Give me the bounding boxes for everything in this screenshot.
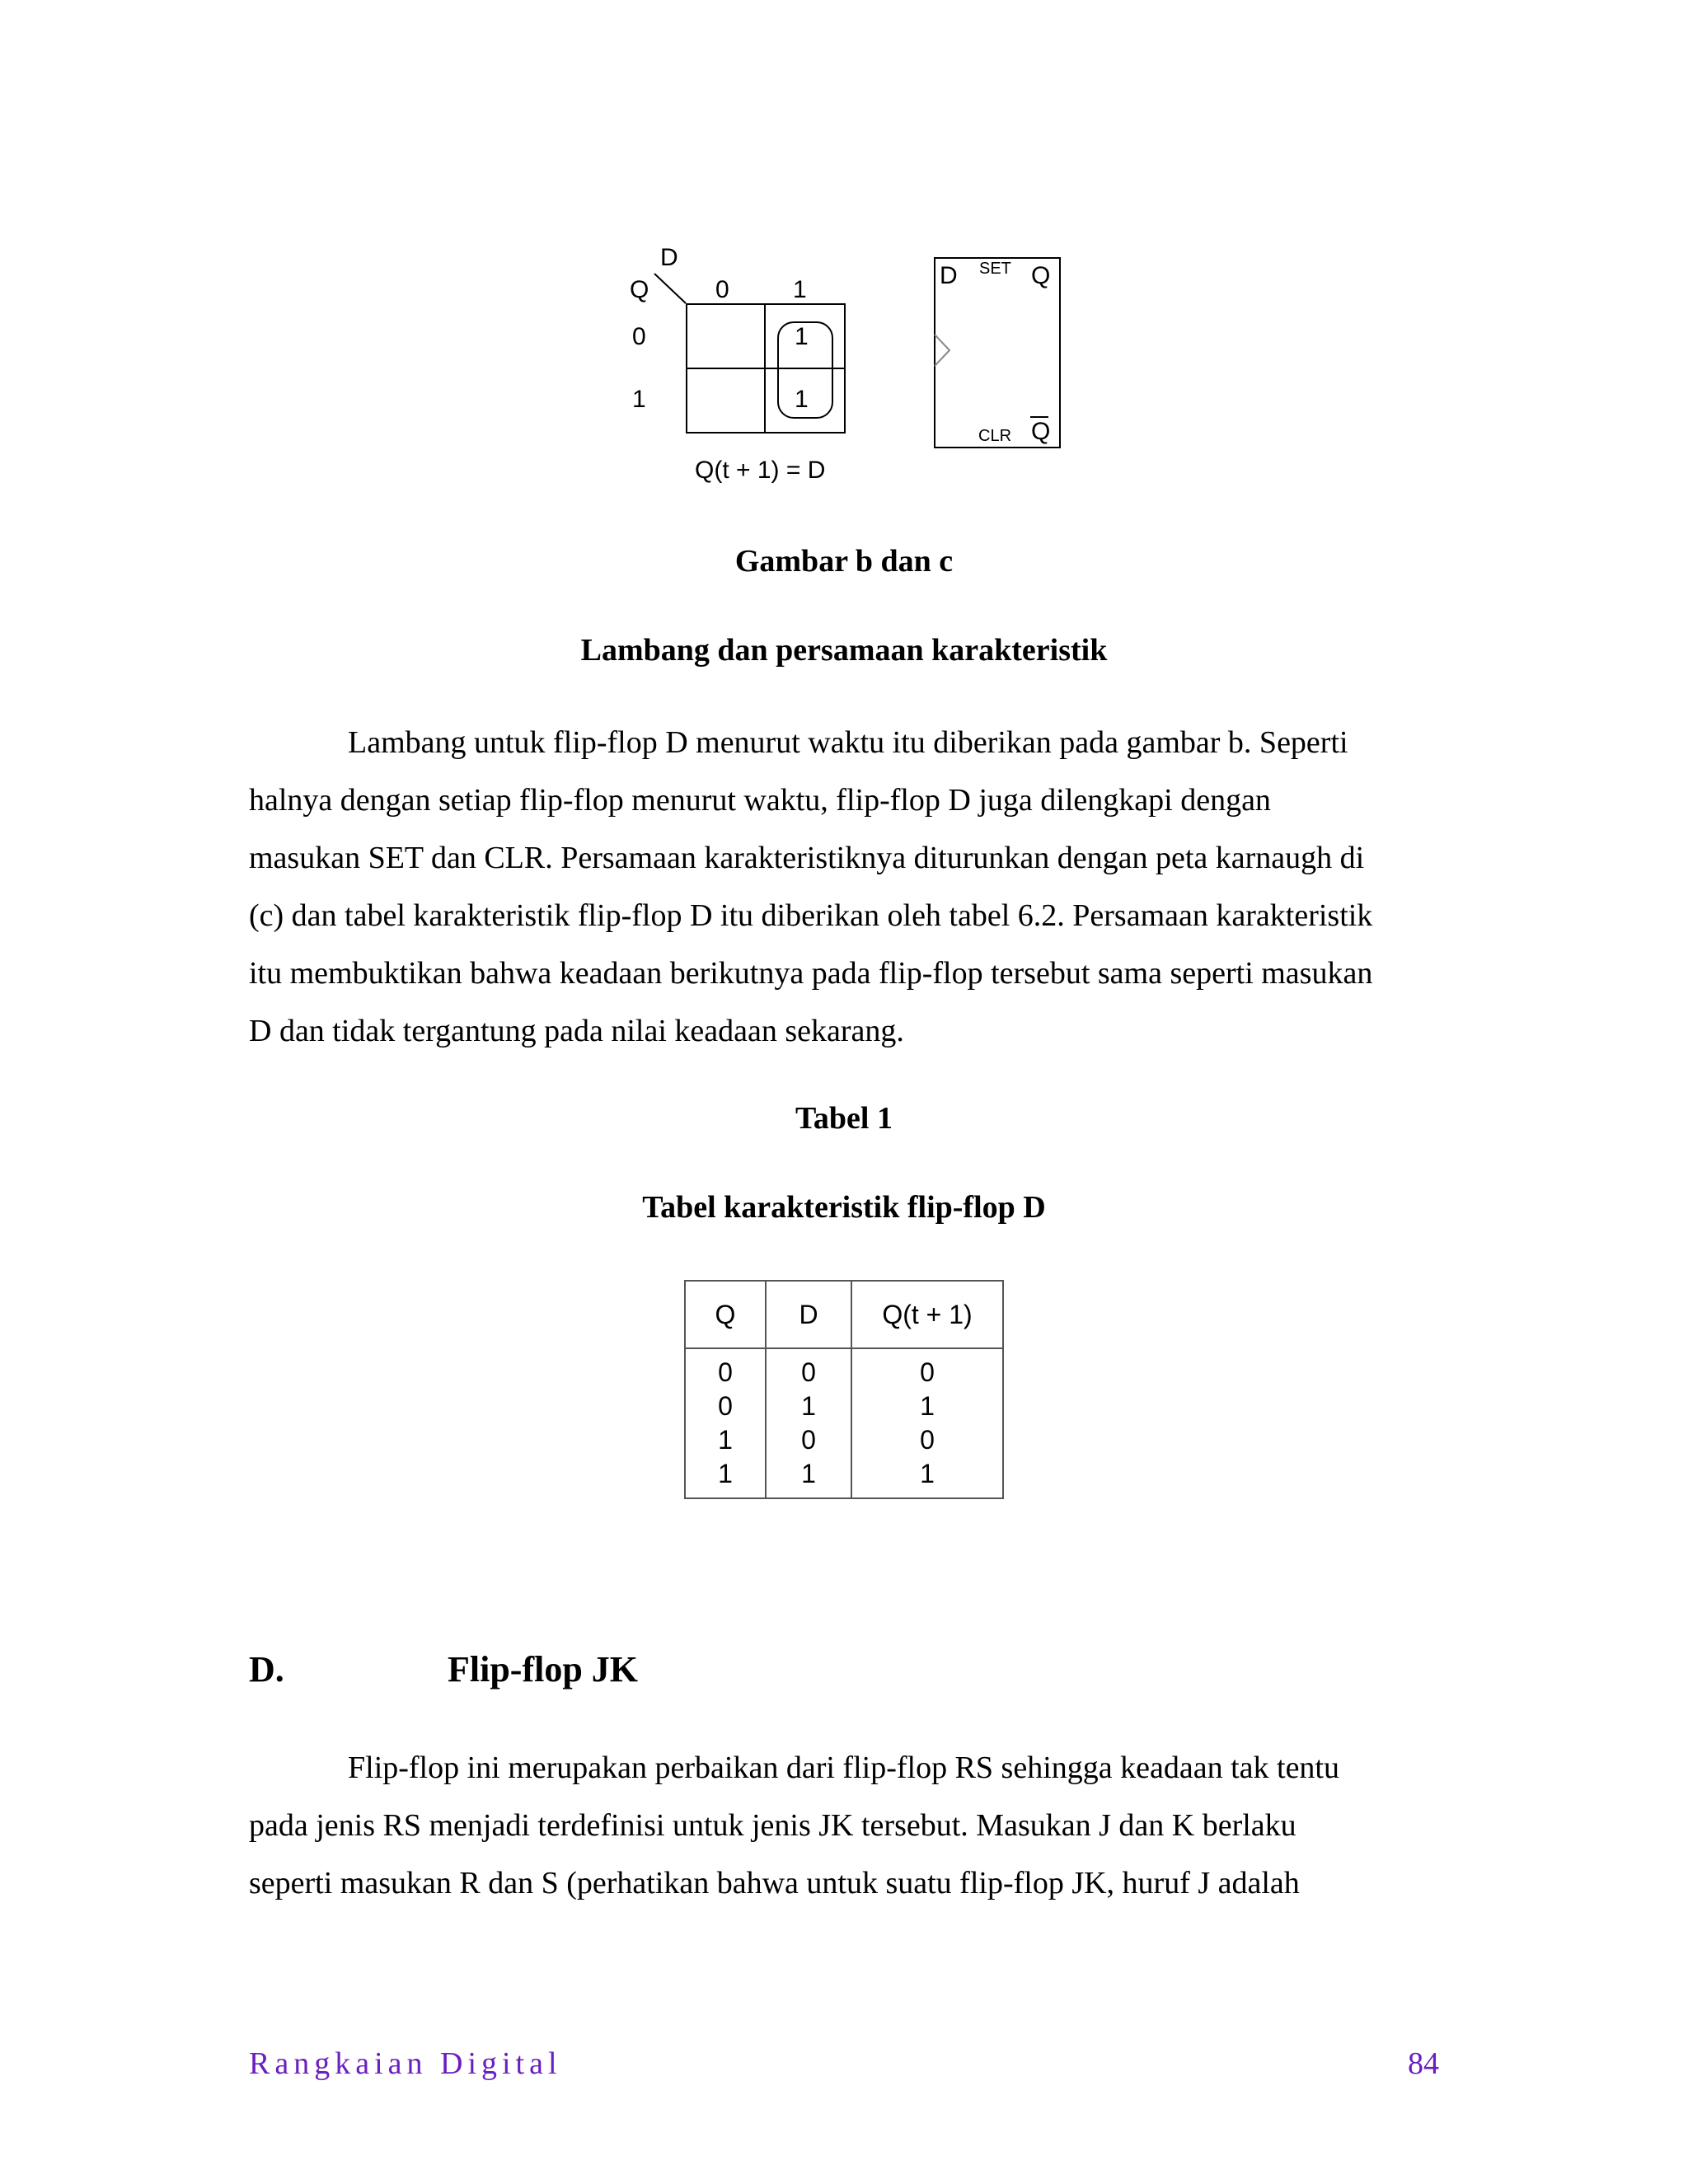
table-cell: 0 bbox=[920, 1357, 935, 1387]
table-cell: 0 bbox=[920, 1425, 935, 1455]
clock-triangle-icon bbox=[934, 333, 954, 368]
paragraph-line: itu membuktikan bahwa keadaan berikutnya pada flip-flop tersebut sama seperti masukan bbox=[249, 956, 1373, 991]
table-column-q-next bbox=[851, 1348, 1003, 1498]
table-cell: 1 bbox=[718, 1459, 733, 1488]
table-caption-subtitle: Tabel karakteristik flip-flop D bbox=[642, 1190, 1046, 1225]
table-cell: 0 bbox=[801, 1357, 816, 1387]
figure-caption-title: Gambar b dan c bbox=[734, 544, 954, 579]
figure-caption-subtitle: Lambang dan persamaan karakteristik bbox=[580, 633, 1108, 668]
paragraph-line: seperti masukan R dan S (perhatikan bahwa untuk suatu flip-flop JK, huruf J adalah bbox=[249, 1866, 1300, 1900]
flipflop-output-q: Q bbox=[1031, 262, 1051, 289]
flipflop-clr-label: CLR bbox=[978, 427, 1012, 445]
paragraph-line: (c) dan tabel karakteristik flip-flop D itu diberikan oleh tabel 6.2. Persamaan karakteristik bbox=[249, 898, 1373, 933]
table-cell: 0 bbox=[718, 1357, 733, 1387]
kmap-row-header-0: 0 bbox=[632, 323, 646, 350]
paragraph-line: halnya dengan setiap flip-flop menurut waktu, flip-flop D juga dilengkapi dengan bbox=[249, 783, 1271, 818]
kmap-col-header-0: 0 bbox=[715, 276, 729, 303]
kmap-equation: Q(t + 1) = D bbox=[695, 457, 826, 484]
section-letter: D. bbox=[249, 1649, 284, 1690]
flipflop-set-label: SET bbox=[979, 260, 1011, 278]
table-cell: 0 bbox=[718, 1391, 733, 1421]
table-cell: 1 bbox=[801, 1391, 816, 1421]
table-row bbox=[685, 1348, 1003, 1498]
kmap-grouping-loop bbox=[777, 321, 833, 419]
table-header-q-next: Q(t + 1) bbox=[851, 1281, 1003, 1348]
table-column-d bbox=[766, 1348, 851, 1498]
paragraph-line: Lambang untuk flip-flop D menurut waktu itu diberikan pada gambar b. Seperti bbox=[348, 725, 1348, 760]
kmap-row-header-1: 1 bbox=[632, 386, 646, 413]
kmap-col-header-1: 1 bbox=[793, 276, 807, 303]
table-caption-title: Tabel 1 bbox=[795, 1101, 893, 1136]
kmap-corner-diagonal bbox=[651, 270, 692, 307]
table-cell: 0 bbox=[801, 1425, 816, 1455]
flipflop-output-q-bar: Q bbox=[1031, 418, 1051, 445]
table-header-d: D bbox=[766, 1281, 851, 1348]
paragraph-d-flipflop bbox=[249, 714, 1439, 1060]
paragraph-line: D dan tidak tergantung pada nilai keadaan sekarang. bbox=[249, 1014, 904, 1048]
paragraph-line: pada jenis RS menjadi terdefinisi untuk jenis JK tersebut. Masukan J dan K berlaku bbox=[249, 1808, 1296, 1843]
paragraph-jk-flipflop bbox=[249, 1739, 1439, 1912]
kmap-col-var: D bbox=[660, 244, 678, 271]
kmap-cell-01: 1 bbox=[795, 323, 809, 350]
table-cell: 1 bbox=[801, 1459, 816, 1488]
footer-book-title: Rangkaian Digital bbox=[249, 2046, 562, 2081]
table-cell: 1 bbox=[920, 1391, 935, 1421]
flipflop-input-d: D bbox=[940, 262, 958, 289]
paragraph-line: masukan SET dan CLR. Persamaan karakteristiknya diturunkan dengan peta karnaugh di bbox=[249, 841, 1365, 875]
characteristic-table bbox=[684, 1280, 1004, 1499]
section-title: Flip-flop JK bbox=[448, 1649, 639, 1690]
kmap-row-var: Q bbox=[630, 276, 649, 303]
paragraph-line: Flip-flop ini merupakan perbaikan dari flip-flop RS sehingga keadaan tak tentu bbox=[348, 1750, 1339, 1785]
table-cell: 1 bbox=[718, 1425, 733, 1455]
table-header-row bbox=[685, 1281, 1003, 1348]
kmap-cell-11: 1 bbox=[795, 386, 809, 413]
table-cell: 1 bbox=[920, 1459, 935, 1488]
page-number: 84 bbox=[1408, 2046, 1439, 2081]
table-column-q bbox=[685, 1348, 766, 1498]
table-header-q: Q bbox=[685, 1281, 766, 1348]
